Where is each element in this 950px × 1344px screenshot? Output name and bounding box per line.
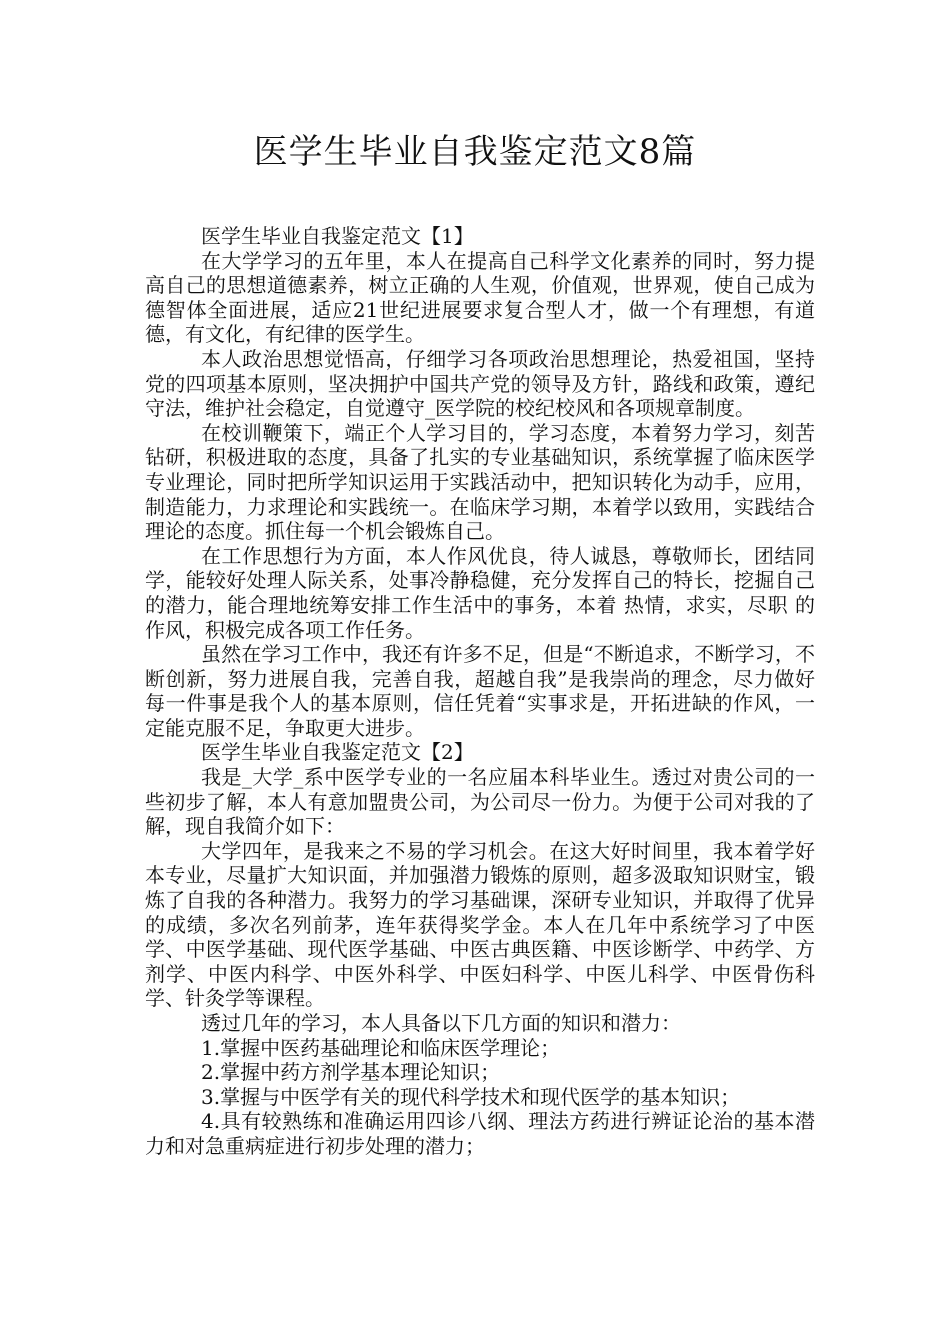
section-heading-1: 医学生毕业自我鉴定范文【1】 [201, 224, 474, 248]
page-title: 医学生毕业自我鉴定范文8篇 [253, 132, 697, 172]
document-body [145, 224, 815, 1159]
list-item: 2.掌握中药方剂学基本理论知识； [201, 1060, 501, 1085]
body-paragraph: 我是_大学_系中医学专业的一名应届本科毕业生。透过对贵公司的一些初步了解，本人有意加盟贵公司，为公司尽一份力。为便于公司对我的了解，现自我简介如下： [145, 765, 815, 839]
body-paragraph: 在大学学习的五年里，本人在提高自己科学文化素养的同时，努力提高自己的思想道德素养，树立正确的人生观，价值观，世界观，使自己成为德智体全面进展，适应21世纪进展要求复合型人才，做一个有理想，有道德，有文化，有纪律的医学生。 [145, 248, 815, 347]
list-item: 1.掌握中医药基础理论和临床医学理论； [201, 1035, 561, 1060]
list-item: 3.掌握与中医学有关的现代科学技术和现代医学的基本知识； [201, 1084, 741, 1109]
body-paragraph: 在工作思想行为方面，本人作风优良，待人诚恳，尊敬师长，团结同学，能较好处理人际关系，处事冷静稳健，充分发挥自己的特长，挖掘自己的潜力，能合理地统筹安排工作生活中的事务，本着 热情，求实，尽职 的作风，积极完成各项工作任务。 [145, 543, 815, 642]
body-paragraph: 在校训鞭策下，端正个人学习目的，学习态度，本着努力学习，刻苦钻研，积极进取的态度，具备了扎实的专业基础知识，系统掌握了临床医学专业理论，同时把所学知识运用于实践活动中，把知识转化为动手，应用，制造能力，力求理论和实践统一。在临床学习期，本着学以致用，实践结合理论的态度。抓住每一个机会锻炼自己。 [145, 420, 815, 544]
body-paragraph: 虽然在学习工作中，我还有许多不足，但是“不断追求，不断学习，不断创新，努力进展自我，完善自我，超越自我”是我崇尚的理念，尽力做好每一件事是我个人的基本原则，信任凭着“实事求是，开拓进缺的作风，一定能克服不足，争取更大进步。 [145, 642, 815, 740]
body-paragraph: 透过几年的学习，本人具备以下几方面的知识和潜力： [201, 1011, 681, 1035]
section-heading-2: 医学生毕业自我鉴定范文【2】 [201, 740, 474, 765]
list-item: 4.具有较熟练和准确运用四诊八纲、理法方药进行辨证论治的基本潜力和对急重病症进行初步处理的潜力； [145, 1109, 815, 1158]
body-paragraph: 本人政治思想觉悟高，仔细学习各项政治思想理论，热爱祖国，坚持党的四项基本原则，坚决拥护中国共产党的领导及方针，路线和政策，遵纪守法，维护社会稳定，自觉遵守_医学院的校纪校风和各项规章制度。 [145, 346, 815, 421]
body-paragraph: 大学四年，是我来之不易的学习机会。在这大好时间里，我本着学好本专业，尽量扩大知识面，并加强潜力锻炼的原则，超多汲取知识财宝，锻炼了自我的各种潜力。我努力的学习基础课，深研专业知识，并取得了优异的成绩，多次名列前茅，连年获得奖学金。本人在几年中系统学习了中医学、中医学基础、现代医学基础、中医古典医籍、中医诊断学、中药学、方剂学、中医内科学、中医外科学、中医妇科学、中医儿科学、中医骨伤科学、针灸学等课程。 [145, 838, 815, 1011]
